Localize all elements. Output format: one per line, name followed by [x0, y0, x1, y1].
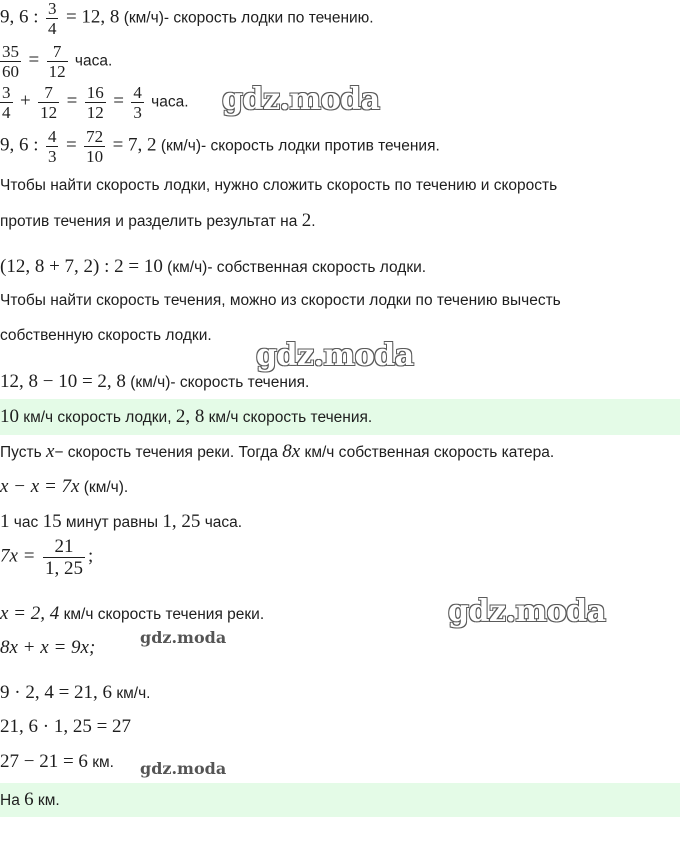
line-text: (км/ч)- скорость лодки по течению. — [119, 9, 374, 27]
solution-line-11: 8x + x = 9x; — [0, 637, 96, 658]
explanation-text: собственную скорость лодки. — [0, 327, 212, 344]
explanation-text: Чтобы найти скорость лодки, нужно сложить скорость по течению и скорость — [0, 177, 558, 194]
solution-line-8: 1 час 15 минут равны 1, 25 часа. — [0, 511, 243, 532]
math: 9, 6 : — [0, 6, 39, 28]
solution-line-13: 21, 6 · 1, 25 = 27 — [0, 716, 132, 737]
fraction: $\frac{3}{4}$ — [47, 0, 57, 38]
watermark-logo: gdz.moda — [140, 628, 227, 647]
watermark-logo: gdz.moda — [256, 338, 414, 373]
fraction: $\frac{72}{10}$ — [86, 127, 104, 166]
solution-line-9: 7x = $\frac{21}{1, 25}$ ; — [0, 536, 94, 579]
watermark-logo: gdz.moda — [140, 759, 227, 778]
solution-line-7: x − x = 7x (км/ч). — [0, 476, 129, 497]
fraction: $\frac{21}{1, 25}$ — [44, 536, 83, 579]
fraction: $\frac{16}{12}$ — [86, 83, 104, 122]
solution-line-10: x = 2, 4 км/ч скорость течения реки. — [0, 603, 265, 624]
fraction: $\frac{35}{60}$ — [2, 42, 19, 81]
fraction: $\frac{7}{12}$ — [48, 42, 66, 81]
answer-highlight-2 — [0, 783, 680, 817]
watermark-logo: gdz.moda — [448, 594, 606, 629]
solution-line-3: $\frac{3}{4}$ + $\frac{7}{12}$ = $\frac{16}{12}$ = $\frac{4}{3}$ часа. — [2, 83, 189, 122]
fraction: $\frac{3}{4}$ — [2, 83, 11, 122]
solution-line-4: 9, 6 : $\frac{4}{3}$ = $\frac{72}{10}$ = 7, 2 (км/ч)- скорость лодки против течения. — [0, 127, 440, 166]
solution-line-5: (12, 8 + 7, 2) : 2 = 10 (км/ч)- собственная скорость лодки. — [0, 256, 427, 277]
math: = 12, 8 — [65, 6, 120, 28]
solution-line-6: 12, 8 − 10 = 2, 8 (км/ч)- скорость течения. — [0, 371, 310, 392]
solution-line-1 — [0, 0, 374, 37]
line-text: часа. — [146, 93, 189, 111]
solution-line-2: $\frac{35}{60}$ = $\frac{7}{12}$ часа. — [2, 42, 113, 81]
line-text: часа. — [70, 52, 113, 70]
solution-line-14: 27 − 21 = 6 км. — [0, 751, 114, 772]
fraction: $\frac{4}{3}$ — [47, 127, 57, 166]
task-2-intro: Пусть x− скорость течения реки. Тогда 8x км/ч собственная скорость катера. — [0, 441, 555, 462]
explanation-text: против течения и разделить результат на 2. — [0, 210, 316, 231]
answer-1: 10 км/ч скорость лодки, 2, 8 км/ч скорость течения. — [0, 406, 373, 427]
answer-2: На 6 км. — [0, 789, 60, 810]
watermark-logo: gdz.moda — [222, 82, 380, 117]
line-text: (км/ч)- скорость лодки против течения. — [156, 137, 440, 155]
explanation-text: Чтобы найти скорость течения, можно из скорости лодки по течению вычесть — [0, 292, 561, 309]
fraction: $\frac{7}{12}$ — [40, 83, 58, 122]
fraction: $\frac{4}{3}$ — [133, 83, 142, 122]
solution-line-12: 9 · 2, 4 = 21, 6 км/ч. — [0, 682, 151, 703]
